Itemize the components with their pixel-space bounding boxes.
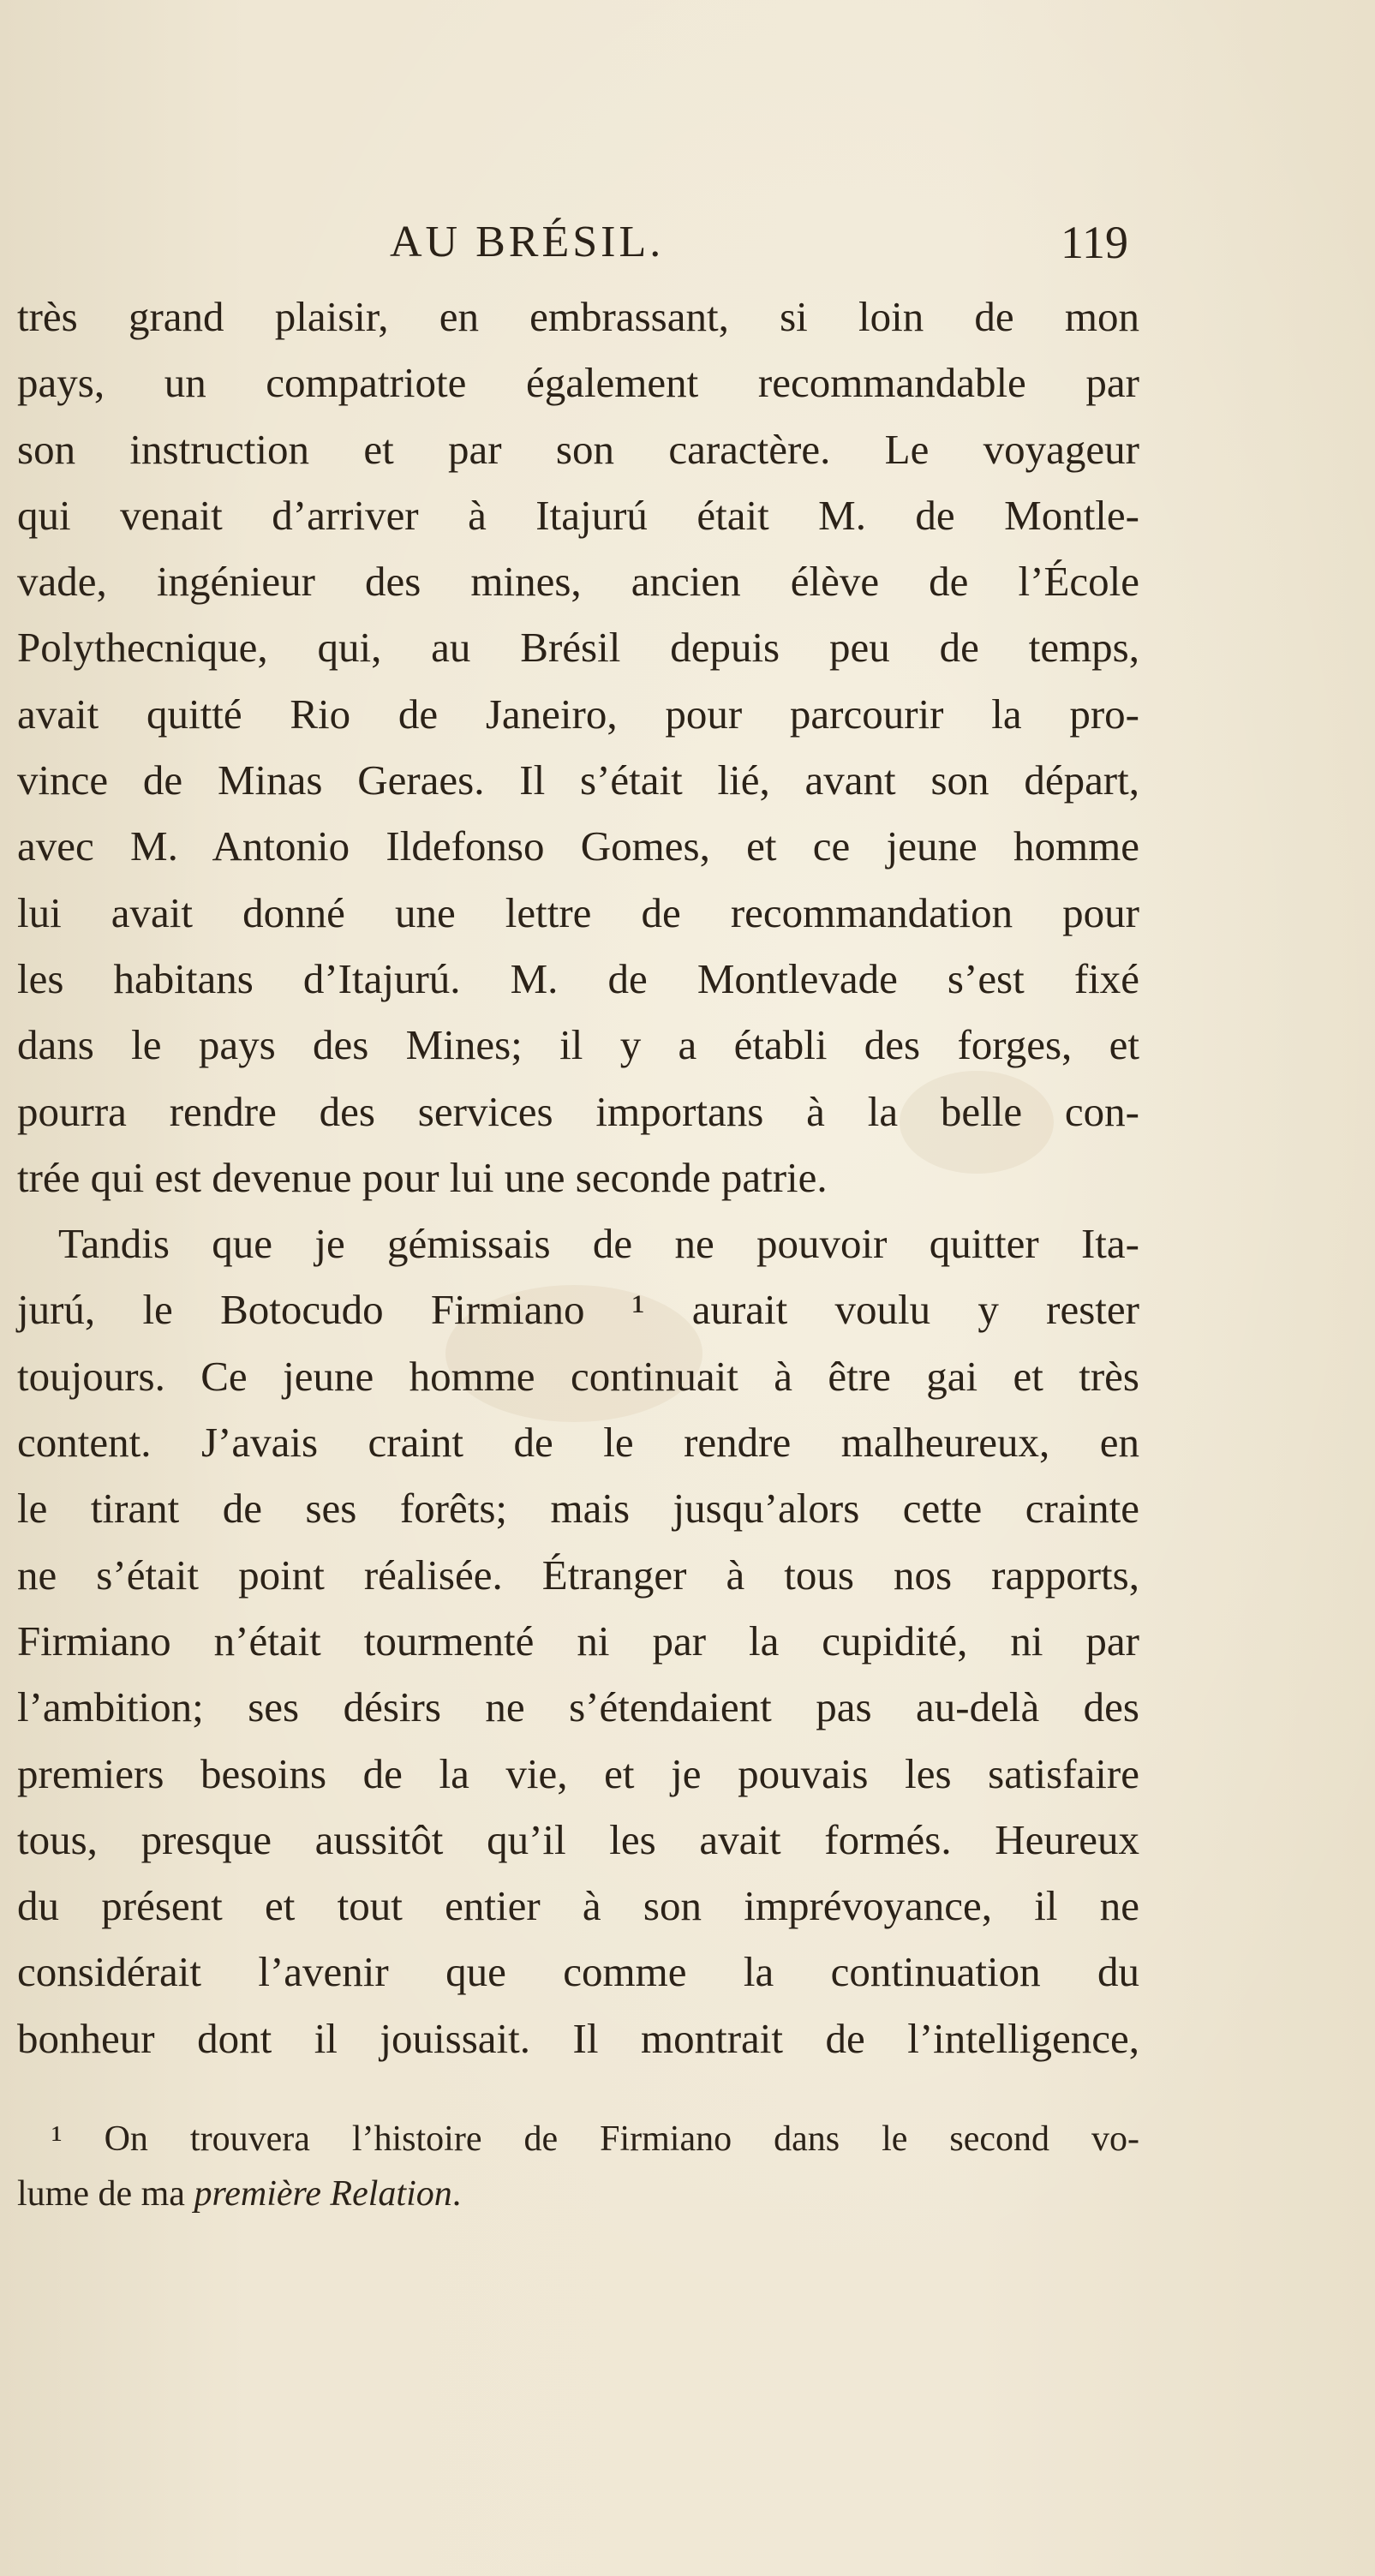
text-line: considérait l’avenir que comme la continuation du [17, 1948, 1139, 1996]
text-line: du présent et tout entier à son imprévoyance, il ne [17, 1882, 1139, 1930]
text-line: les habitans d’Itajurú. M. de Montlevade s’est fixé [17, 954, 1139, 1002]
text-line: avec M. Antonio Ildefonso Gomes, et ce jeune homme [17, 822, 1139, 870]
footnote-line: ¹ On trouvera l’histoire de Firmiano dans le second vo- [51, 2119, 1139, 2159]
footnote-text: . [451, 2174, 462, 2214]
text-line: son instruction et par son caractère. Le voyageur [17, 425, 1139, 473]
footnote-line [17, 2167, 1139, 2221]
text-line: premiers besoins de la vie, et je pouvais les satisfaire [17, 1749, 1139, 1797]
text-line: lui avait donné une lettre de recommandation pour [17, 888, 1139, 936]
text-line: toujours. Ce jeune homme continuait à être gai et très [17, 1352, 1139, 1400]
text-line: le tirant de ses forêts; mais jusqu’alors cette crainte [17, 1485, 1139, 1533]
paragraph-start-line: Tandis que je gémissais de ne pouvoir quitter Ita- [58, 1220, 1139, 1268]
text-line: vince de Minas Geraes. Il s’était lié, avant son départ, [17, 756, 1139, 804]
text-line: pays, un compatriote également recommandable par [17, 359, 1139, 407]
text-line: qui venait d’arriver à Itajurú était M. de Montle- [17, 491, 1139, 539]
text-line: trée qui est devenue pour lui une seconde patrie. [17, 1153, 828, 1201]
footnote-italic-title: première Relation [194, 2174, 452, 2214]
text-line: l’ambition; ses désirs ne s’étendaient pas au-delà des [17, 1683, 1139, 1731]
text-line: pourra rendre des services importans à la belle con- [17, 1087, 1139, 1135]
text-line: vade, ingénieur des mines, ancien élève de l’École [17, 558, 1139, 606]
text-line: dans le pays des Mines; il y a établi des forges, et [17, 1021, 1139, 1069]
text-line: avait quitté Rio de Janeiro, pour parcourir la pro- [17, 690, 1139, 738]
text-line: ne s’était point réalisée. Étranger à tous nos rapports, [17, 1551, 1139, 1599]
text-line: tous, presque aussitôt qu’il les avait formés. Heureux [17, 1815, 1139, 1863]
text-line: jurú, le Botocudo Firmiano ¹ aurait voulu y rester [17, 1286, 1139, 1334]
footnote [17, 2112, 1139, 2221]
text-line: Firmiano n’était tourmenté ni par la cupidité, ni par [17, 1617, 1139, 1665]
text-line: très grand plaisir, en embrassant, si loin de mon [17, 293, 1139, 340]
text-line: Polythecnique, qui, au Brésil depuis peu de temps, [17, 624, 1139, 672]
text-line: bonheur dont il jouissait. Il montrait de l’intelligence, [17, 2014, 1139, 2062]
text-line: content. J’avais craint de le rendre malheureux, en [17, 1419, 1139, 1467]
running-head: AU BRÉSIL. [390, 218, 665, 266]
footnote-text: lume de ma [17, 2174, 194, 2214]
page-number: 119 [1061, 217, 1128, 268]
page-header [0, 208, 1375, 277]
body-text [17, 284, 1139, 2071]
